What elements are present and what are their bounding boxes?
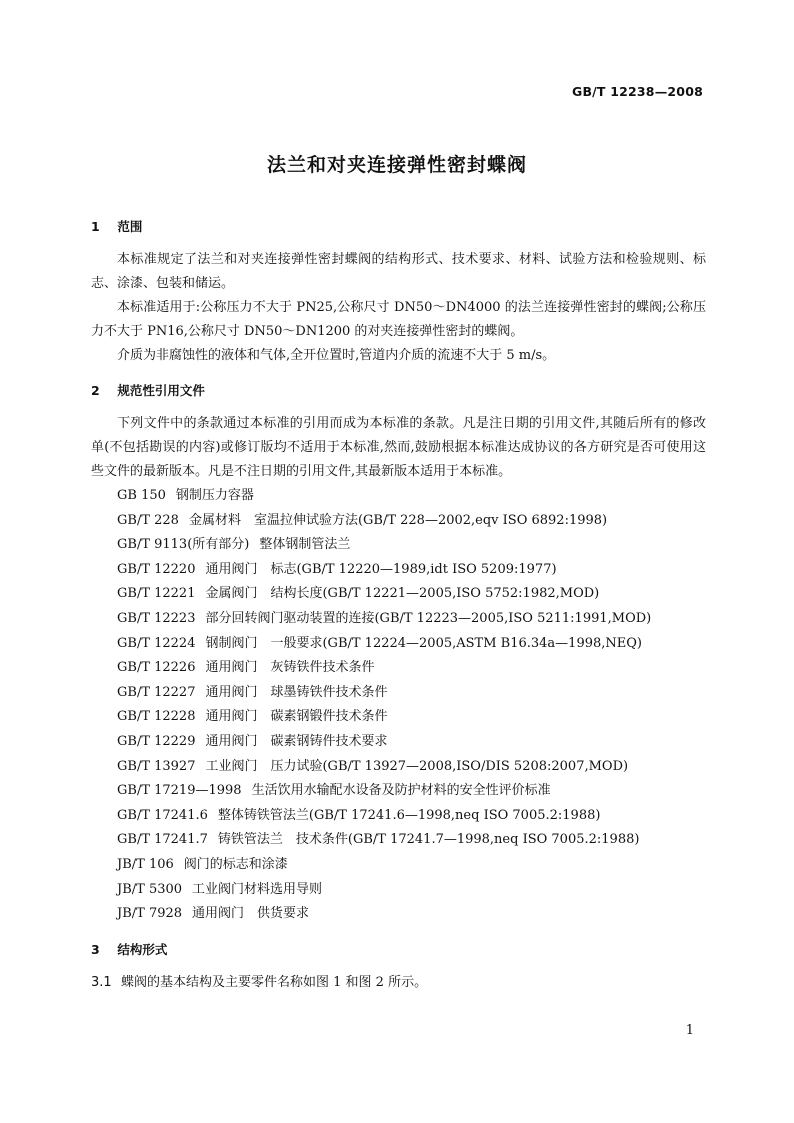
reference-code: JB/T 7928 xyxy=(117,906,183,922)
reference-code: GB/T 9113(所有部分) xyxy=(117,537,250,553)
reference-title: 通用阀门 碳素钢锻件技术条件 xyxy=(205,709,388,725)
section-3-number: 3 xyxy=(91,941,100,957)
reference-code: GB/T 12224 xyxy=(117,635,196,651)
reference-code: GB/T 12221 xyxy=(117,586,196,602)
section-1-paragraph-1: 本标准规定了法兰和对夹连接弹性密封蝶阀的结构形式、技术要求、材料、试验方法和检验规则、标志、涂漆、包装和储运。 xyxy=(91,252,706,291)
reference-item xyxy=(91,828,706,853)
reference-code: GB/T 17241.7 xyxy=(117,832,208,848)
reference-title: 金属材料 室温拉伸试验方法(GB/T 228—2002,eqv ISO 6892:1998) xyxy=(188,512,608,528)
reference-item xyxy=(91,853,706,878)
reference-code: JB/T 106 xyxy=(117,856,174,872)
reference-title: 通用阀门 碳素钢铸件技术要求 xyxy=(205,733,388,749)
reference-title: 阀门的标志和涂漆 xyxy=(183,856,288,872)
section-1-paragraph-3: 介质为非腐蚀性的液体和气体,全开位置时,管道内介质的流速不大于 5 m/s。 xyxy=(117,348,556,363)
reference-code: GB/T 17241.6 xyxy=(117,807,208,823)
reference-item xyxy=(91,484,706,509)
section-2-intro: 下列文件中的条款通过本标准的引用而成为本标准的条款。凡是注日期的引用文件,其随后所有的修改单(不包括勘误的内容)或修订版均不适用于本标准,然而,鼓励根据本标准达成协议的各方研究是否可使用这些文件的最新版本。凡是不注日期的引用文件,其最新版本适用于本标准。 xyxy=(91,416,706,479)
reference-item xyxy=(91,755,706,780)
clause-3-1 xyxy=(91,973,706,993)
clause-3-1-text: 蝶阀的基本结构及主要零件名称如图 1 和图 2 所示。 xyxy=(121,974,428,990)
reference-code: GB/T 13927 xyxy=(117,758,196,774)
reference-title: 铸铁管法兰 技术条件(GB/T 17241.7—1998,neq ISO 7005.2:1988) xyxy=(217,832,640,848)
reference-code: GB/T 12229 xyxy=(117,733,196,749)
section-2-heading xyxy=(91,382,706,400)
reference-item xyxy=(91,558,706,583)
reference-item xyxy=(91,681,706,706)
reference-code: GB/T 12220 xyxy=(117,561,196,577)
reference-item xyxy=(91,902,706,927)
reference-item xyxy=(91,582,706,607)
section-3-heading xyxy=(91,941,706,959)
reference-title: 金属阀门 结构长度(GB/T 12221—2005,ISO 5752:1982,MOD) xyxy=(205,586,600,602)
reference-item xyxy=(91,509,706,534)
reference-item xyxy=(91,705,706,730)
document-title: 法兰和对夹连接弹性密封蝶阀 xyxy=(266,154,527,176)
reference-item xyxy=(91,533,706,558)
reference-title: 钢制压力容器 xyxy=(175,488,254,503)
reference-item xyxy=(91,607,706,632)
reference-code: GB/T 12228 xyxy=(117,709,196,725)
clause-3-1-number: 3.1 xyxy=(91,974,112,990)
reference-title: 整体铸铁管法兰(GB/T 17241.6—1998,neq ISO 7005.2:1988) xyxy=(217,807,601,823)
reference-title: 钢制阀门 一般要求(GB/T 12224—2005,ASTM B16.34a—1998,NEQ) xyxy=(205,635,642,651)
section-3-title: 结构形式 xyxy=(117,941,168,957)
reference-code: GB/T 228 xyxy=(117,512,179,528)
reference-title: 通用阀门 供货要求 xyxy=(192,906,310,922)
section-1-number: 1 xyxy=(91,219,100,234)
page-number: 1 xyxy=(685,1023,694,1038)
reference-title: 通用阀门 标志(GB/T 12220—1989,idt ISO 5209:1977) xyxy=(205,561,557,577)
reference-title: 通用阀门 球墨铸铁件技术条件 xyxy=(205,684,388,700)
reference-code: GB/T 17219—1998 xyxy=(117,783,242,799)
reference-item xyxy=(91,878,706,903)
reference-title: 生活饮用水输配水设备及防护材料的安全性评价标准 xyxy=(251,783,551,799)
section-1-paragraph-2: 本标准适用于:公称压力不大于 PN25,公称尺寸 DN50～DN4000 的法兰连接弹性密封的蝶阀;公称压力不大于 PN16,公称尺寸 DN50～DN1200 的对夹连接弹性密封的蝶阀。 xyxy=(91,300,706,339)
reference-code: GB/T 12226 xyxy=(117,660,196,676)
section-1-title: 范围 xyxy=(117,219,143,234)
reference-code: GB/T 12227 xyxy=(117,684,196,700)
reference-item xyxy=(91,632,706,657)
section-1-heading xyxy=(91,218,706,236)
reference-title: 整体钢制管法兰 xyxy=(259,537,351,553)
reference-item xyxy=(91,804,706,829)
reference-title: 通用阀门 灰铸铁件技术条件 xyxy=(205,660,375,676)
reference-title: 工业阀门 压力试验(GB/T 13927—2008,ISO/DIS 5208:2007,MOD) xyxy=(205,758,629,774)
reference-code: GB 150 xyxy=(117,488,166,503)
reference-title: 工业阀门材料选用导则 xyxy=(192,881,323,897)
document-body xyxy=(91,218,706,993)
reference-item xyxy=(91,656,706,681)
reference-code: JB/T 5300 xyxy=(117,881,183,897)
reference-title: 部分回转阀门驱动装置的连接(GB/T 12223—2005,ISO 5211:1991,MOD) xyxy=(205,610,652,626)
reference-item xyxy=(91,730,706,755)
reference-item xyxy=(91,779,706,804)
section-2-number: 2 xyxy=(91,383,100,398)
reference-code: GB/T 12223 xyxy=(117,610,196,626)
reference-list xyxy=(91,484,706,927)
section-2-title: 规范性引用文件 xyxy=(117,383,205,398)
standard-number: GB/T 12238—2008 xyxy=(571,84,703,99)
